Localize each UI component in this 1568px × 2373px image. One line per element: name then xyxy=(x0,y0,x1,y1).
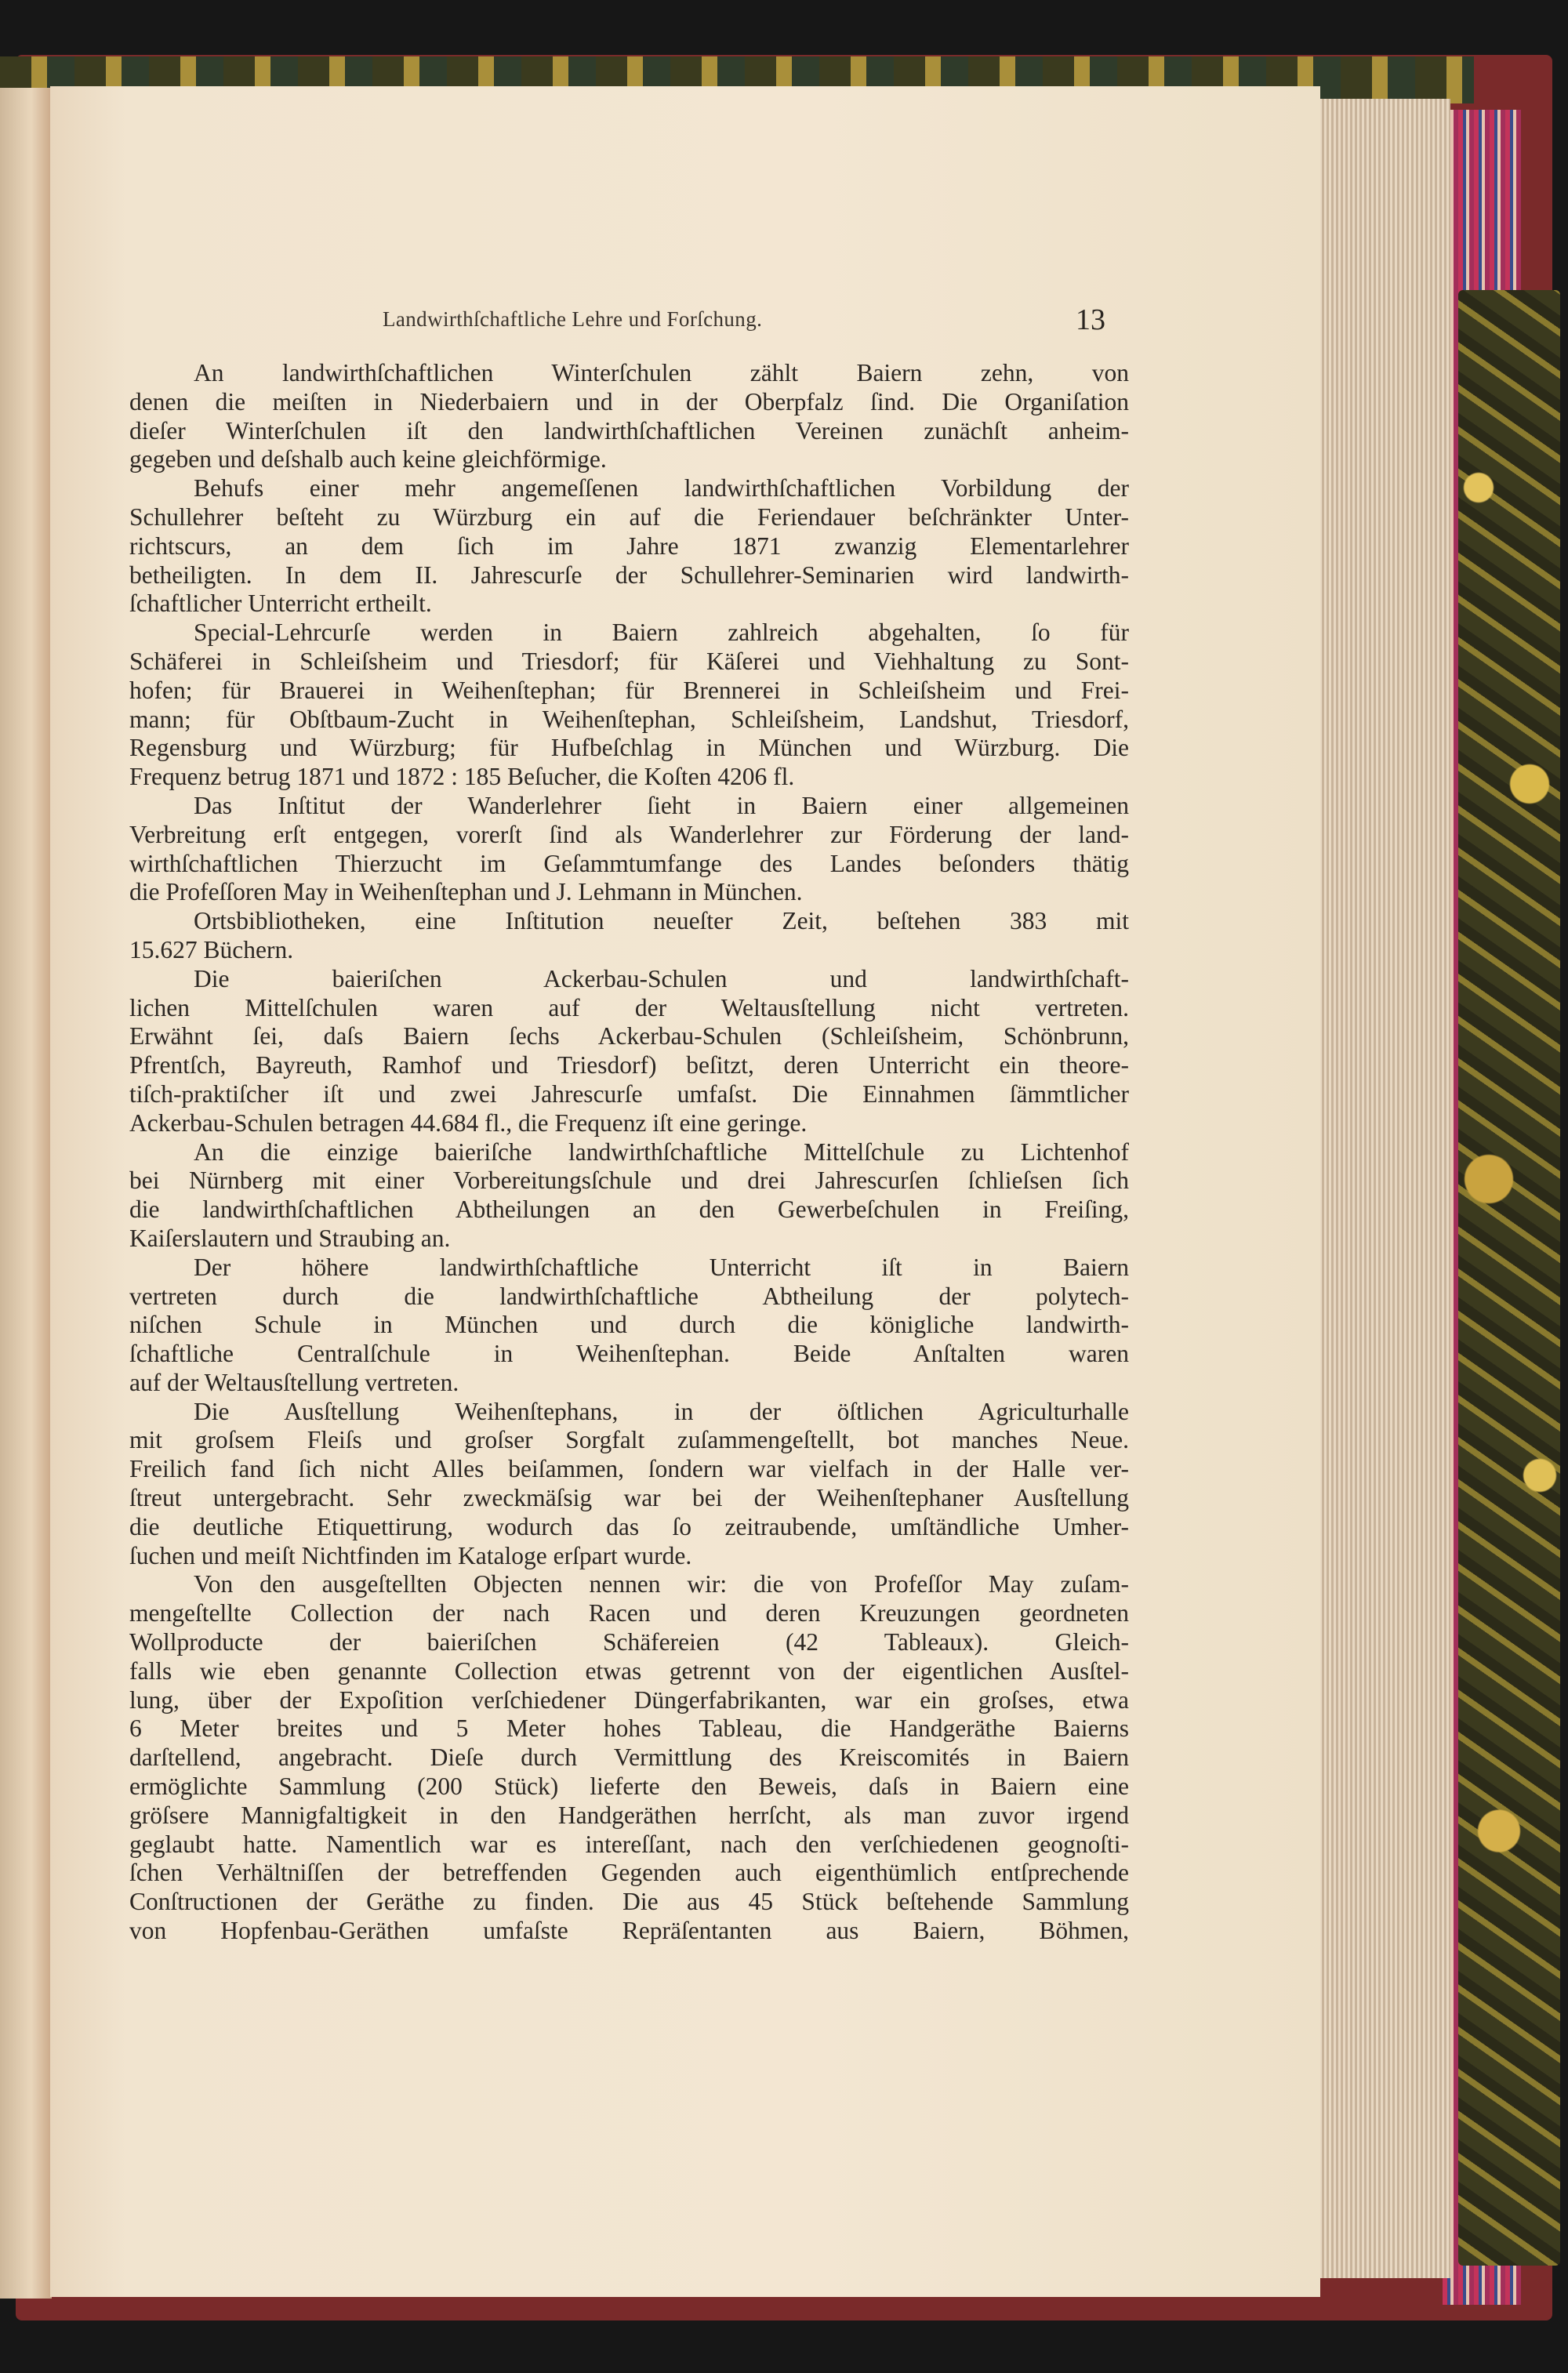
text-line: dieſer Winterſchulen iſt den landwirthſchaftlichen Vereinen zunächſt anheim- xyxy=(129,416,1129,444)
text-line: mengeſtellte Collection der nach Racen und deren Kreuzungen geordneten xyxy=(129,1599,1129,1627)
text-line: Verbreitung erſt entgegen, vorerſt ſind als Wanderlehrer zur Förderung der land- xyxy=(129,820,1129,848)
text-line: Regensburg und Würzburg; für Hufbeſchlag in München und Würzburg. Die xyxy=(129,734,1129,762)
text-line: bei Nürnberg mit einer Vorbereitungsſchule und drei Jahrescurſen ſchlieſsen ſich xyxy=(129,1167,1129,1195)
text-line: ſchen Verhältniſſen der betreffenden Gegenden auch eigenthümlich entſprechende xyxy=(129,1859,1129,1887)
text-line: von Hopfenbau-Geräthen umfaſste Repräſentanten aus Baiern, Böhmen, xyxy=(129,1917,1129,1945)
text-line: lichen Mittelſchulen waren auf der Weltausſtellung nicht vertreten. xyxy=(129,993,1129,1021)
text-line: Pfrentſch, Bayreuth, Ramhof und Triesdorf) beſitzt, deren Unterricht ein theore- xyxy=(129,1051,1129,1079)
text-line: ermöglichte Sammlung (200 Stück) lieferte den Beweis, daſs in Baiern eine xyxy=(129,1772,1129,1801)
text-line: geglaubt hatte. Namentlich war es intereſſant, nach den verſchiedenen geognoſti- xyxy=(129,1830,1129,1858)
page-number: 13 xyxy=(1076,303,1105,336)
text-line: die landwirthſchaftlichen Abtheilungen an den Gewerbeſchulen in Freiſing, xyxy=(129,1196,1129,1224)
text-line: Conſtructionen der Geräthe zu finden. Die aus 45 Stück beſtehende Sammlung xyxy=(129,1888,1129,1916)
text-line: Kaiſerslautern und Straubing an. xyxy=(129,1224,451,1252)
text-line: Ackerbau-Schulen betragen 44.684 fl., die Frequenz iſt eine geringe. xyxy=(129,1108,808,1137)
text-line: hofen; für Brauerei in Weihenſtephan; für Brennerei in Schleiſsheim und Frei- xyxy=(129,676,1129,704)
text-line: betheiligten. In dem II. Jahrescurſe der Schullehrer-Seminarien wird landwirth- xyxy=(129,561,1129,589)
text-line: mit groſsem Fleiſs und groſser Sorgfalt zuſammengeſtellt, bot manches Neue. xyxy=(129,1426,1129,1454)
text-line: ſuchen und meiſt Nichtfinden im Kataloge erſpart wurde. xyxy=(129,1541,692,1569)
text-line: auf der Weltausſtellung vertreten. xyxy=(129,1368,459,1396)
text-line: wirthſchaftlichen Thierzucht im Geſammtumfange des Landes beſonders thätig xyxy=(129,849,1129,877)
text-line: 15.627 Büchern. xyxy=(129,935,294,963)
text-line: Die baieriſchen Ackerbau-Schulen und landwirthſchaft- xyxy=(194,964,1129,992)
book-page xyxy=(50,86,1320,2297)
text-line: niſchen Schule in München und durch die königliche landwirth- xyxy=(129,1311,1129,1339)
text-line: Das Inſtitut der Wanderlehrer ſieht in Baiern einer allgemeinen xyxy=(194,791,1129,819)
text-line: An die einzige baieriſche landwirthſchaftliche Mittelſchule zu Lichtenhof xyxy=(194,1138,1129,1166)
text-line: Erwähnt ſei, daſs Baiern ſechs Ackerbau-Schulen (Schleiſsheim, Schönbrunn, xyxy=(129,1022,1129,1050)
text-line: ſchaftlicher Unterricht ertheilt. xyxy=(129,590,432,618)
text-line: Schullehrer beſteht zu Würzburg ein auf die Feriendauer beſchränkter Unter- xyxy=(129,503,1129,531)
text-line: gröſsere Mannigfaltigkeit in den Handgeräthen herrſcht, als man zuvor irgend xyxy=(129,1801,1129,1829)
text-line: Der höhere landwirthſchaftliche Unterricht iſt in Baiern xyxy=(194,1253,1129,1281)
text-line: ſtreut untergebracht. Sehr zweckmäſsig war bei der Weihenſtephaner Ausſtellung xyxy=(129,1484,1129,1512)
text-line: falls wie eben genannte Collection etwas getrennt von der eigentlichen Ausſtel- xyxy=(129,1656,1129,1685)
text-line: Schäferei in Schleiſsheim und Triesdorf; für Käſerei und Viehhaltung zu Sont- xyxy=(129,647,1129,675)
text-line: Behufs einer mehr angemeſſenen landwirthſchaftlichen Vorbildung der xyxy=(194,474,1129,503)
running-head: Landwirthſchaftliche Lehre und Forſchung. xyxy=(383,307,763,331)
text-line: Wollproducte der baieriſchen Schäfereien (42 Tableaux). Gleich- xyxy=(129,1628,1129,1656)
facing-page-edge xyxy=(0,88,52,2299)
text-line: Die Ausſtellung Weihenſtephans, in der öſtlichen Agriculturhalle xyxy=(194,1397,1129,1425)
text-line: Von den ausgeſtellten Objecten nennen wir: die von Profeſſor May zuſam- xyxy=(194,1570,1129,1598)
text-line: die Profeſſoren May in Weihenſtephan und J. Lehmann in München. xyxy=(129,878,803,906)
text-line: richtscurs, an dem ſich im Jahre 1871 zwanzig Elementarlehrer xyxy=(129,532,1129,560)
body-text xyxy=(129,359,1129,1946)
text-line: Freilich fand ſich nicht Alles beiſammen, ſondern war vielfach in der Halle ver- xyxy=(129,1455,1129,1483)
text-line: Frequenz betrug 1871 und 1872 : 185 Beſucher, die Koſten 4206 fl. xyxy=(129,763,795,791)
text-line: mann; für Obſtbaum-Zucht in Weihenſtephan, Schleiſsheim, Landshut, Triesdorf, xyxy=(129,705,1129,733)
text-line: die deutliche Etiquettirung, wodurch das ſo zeitraubende, umſtändliche Umher- xyxy=(129,1512,1129,1540)
text-line: vertreten durch die landwirthſchaftliche Abtheilung der polytech- xyxy=(129,1282,1129,1310)
text-line: 6 Meter breites und 5 Meter hohes Tableau, die Handgeräthe Baierns xyxy=(129,1714,1129,1743)
text-line: denen die meiſten in Niederbaiern und in der Oberpfalz ſind. Die Organiſation xyxy=(129,387,1129,415)
text-line: lung, über der Expoſition verſchiedener Düngerfabrikanten, war ein groſses, etwa xyxy=(129,1685,1129,1714)
text-line: darſtellend, angebracht. Dieſe durch Vermittlung des Kreiscomités in Baiern xyxy=(129,1743,1129,1772)
text-line: gegeben und deſshalb auch keine gleichförmige. xyxy=(129,445,607,474)
marbled-cover-board xyxy=(1458,290,1560,2266)
text-line: Ortsbibliotheken, eine Inſtitution neueſter Zeit, beſtehen 383 mit xyxy=(194,907,1129,935)
text-line: Special-Lehrcurſe werden in Baiern zahlreich abgehalten, ſo für xyxy=(194,619,1129,647)
text-line: An landwirthſchaftlichen Winterſchulen zählt Baiern zehn, von xyxy=(194,359,1129,386)
page-stack-edge xyxy=(1317,99,1450,2278)
text-line: tiſch-praktiſcher iſt und zwei Jahrescurſe umfaſst. Die Einnahmen ſämmtlicher xyxy=(129,1079,1129,1108)
text-line: ſchaftliche Centralſchule in Weihenſtephan. Beide Anſtalten waren xyxy=(129,1340,1129,1368)
